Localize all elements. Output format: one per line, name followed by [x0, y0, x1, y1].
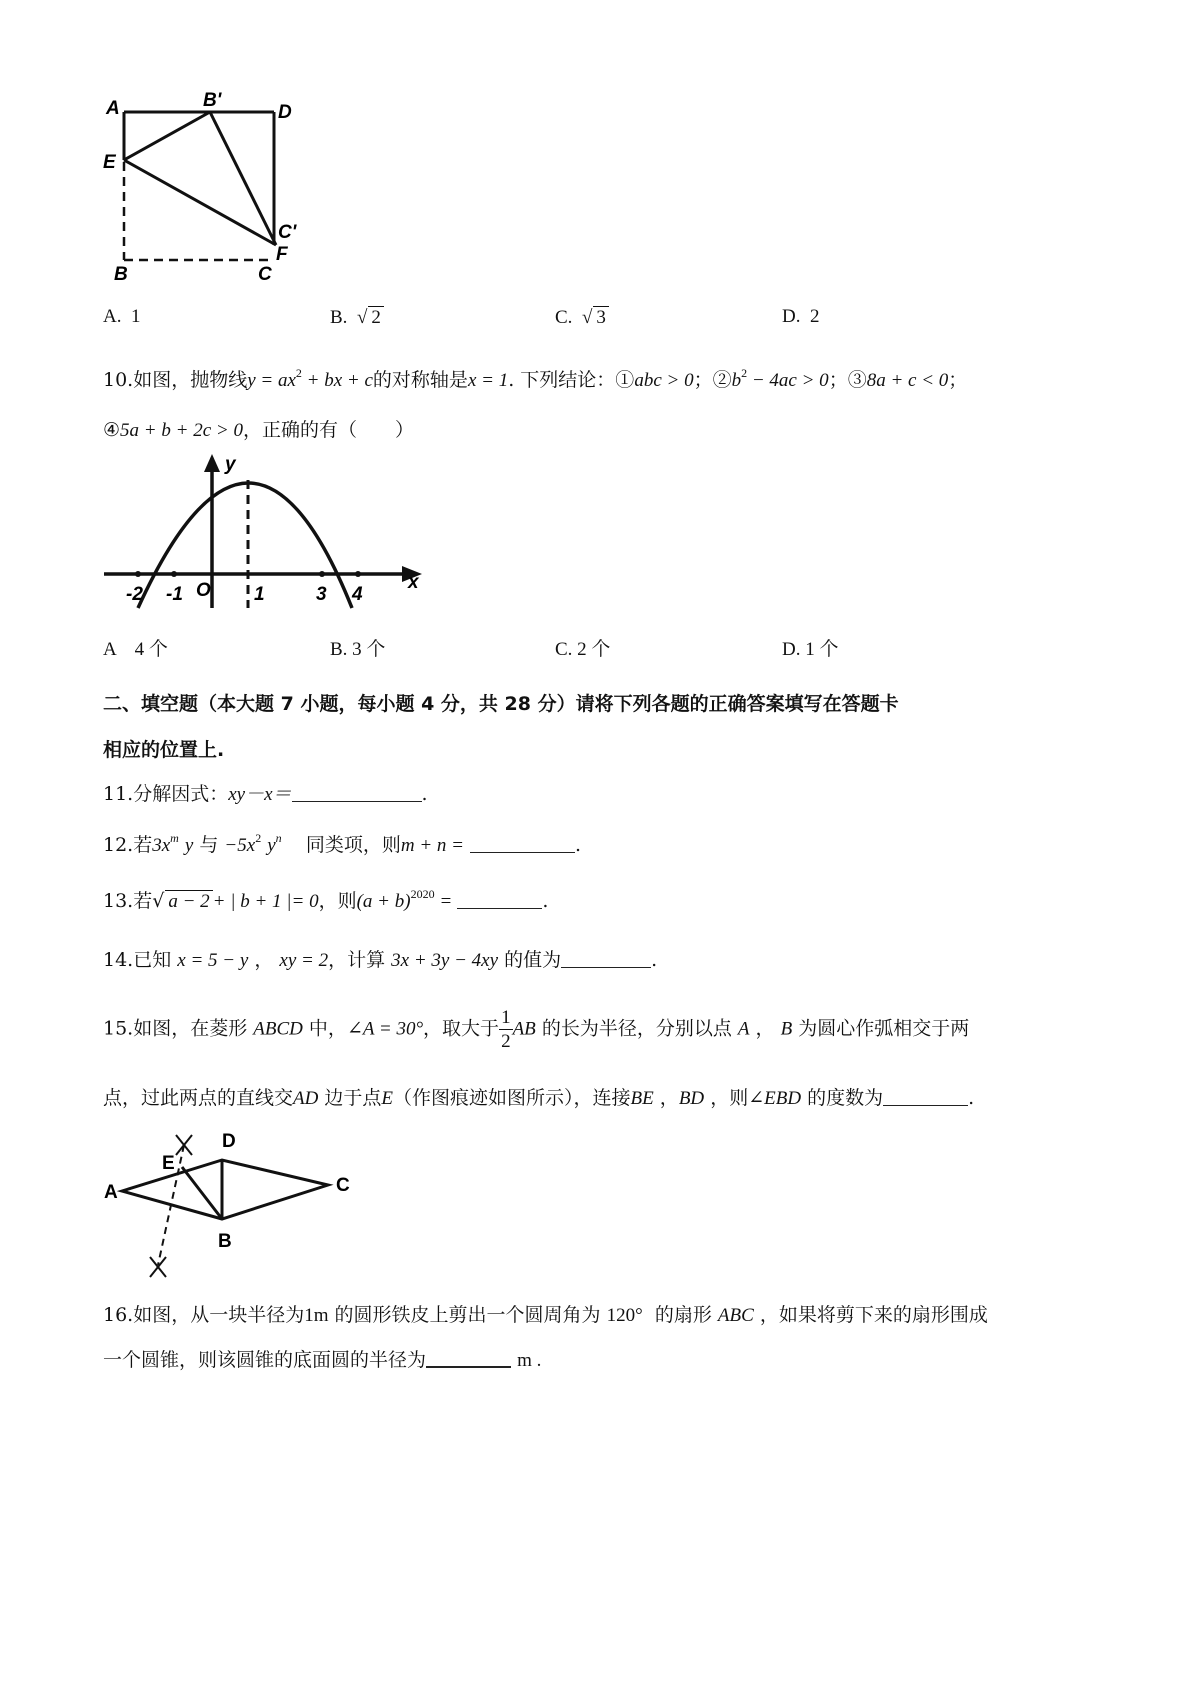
question-15-line2: 点，过此两点的直线交AD 边于点E（作图痕迹如图所示），连接BE ，BD ，则∠EBD 的度数为 . [103, 1087, 975, 1109]
label-C: C [258, 264, 272, 285]
answer-blank-14[interactable] [561, 949, 651, 968]
question-11: 11.分解因式：xy－x＝ . [103, 783, 428, 805]
option-9d[interactable] [782, 306, 819, 328]
option-letter: B. [330, 307, 348, 328]
fraction-one-half: $\frac{1}{2}$ [501, 1007, 511, 1052]
option-10c[interactable]: C. 2 个 [555, 639, 611, 660]
option-9b[interactable] [330, 306, 384, 329]
option-10b[interactable]: B. 3 个 [330, 639, 386, 660]
label-D: D [222, 1131, 236, 1152]
tick-label: -2 [126, 584, 143, 605]
answer-blank-12[interactable] [470, 834, 575, 853]
y-axis-arrow-icon [204, 454, 220, 472]
option-letter: C. [555, 307, 573, 328]
tick-label: 4 [352, 584, 363, 605]
x-axis-label: x [408, 572, 419, 593]
option-value: 2 [368, 306, 384, 329]
origin-label: O [196, 580, 211, 601]
label-A: A [104, 1182, 118, 1203]
option-value: 2 [809, 306, 820, 327]
tick-label: 3 [316, 584, 327, 605]
option-letter: D. [782, 306, 801, 327]
label-A: A [106, 98, 120, 119]
question-13: 13.若√ a − 2 + | b + 1 |= 0，则$(a + b)^{2020}$ = . [103, 887, 549, 912]
figure-q15-rhombus [100, 1125, 370, 1290]
answer-blank-15[interactable] [883, 1087, 968, 1106]
question-10-line2: ④5a + b + 2c > 0，正确的有（ ） [103, 419, 414, 441]
y-axis-label: y [225, 454, 236, 475]
tick-label: 1 [254, 584, 265, 605]
question-12: 12.若$3x^m$ y 与 $-5x^2$ $y^n$ 同类项，则m + n = . [103, 831, 582, 856]
answer-blank-16[interactable] [426, 1348, 511, 1368]
sqrt-sign: √ [356, 307, 368, 328]
answer-blank-11[interactable] [292, 783, 422, 802]
section-2-heading-line1: 二、填空题（本大题 7 小题，每小题 4 分，共 28 分）请将下列各题的正确答案填写在答题卡 [103, 693, 899, 715]
option-9a[interactable] [103, 306, 140, 328]
figure-q9-fold-diagram [100, 90, 340, 300]
label-B: B [218, 1231, 232, 1252]
sqrt-sign: √ [152, 890, 165, 912]
label-E: E [103, 152, 116, 173]
label-E: E [162, 1153, 175, 1174]
option-10a[interactable]: A 4 个 [103, 639, 168, 660]
option-10d[interactable]: D. 1 个 [782, 639, 839, 660]
arc-mark-icon [176, 1135, 192, 1155]
question-10-line1: 10.如图，抛物线$y = ax^2$ + bx + c的对称轴是x = 1. 下列结论：①abc > 0；$②b^2 - 4ac > 0$；③8a + c < 0； [103, 366, 968, 391]
label-B: B [114, 264, 128, 285]
question-14: 14.已知 x = 5 − y ， xy = 2，计算 3x + 3y − 4xy 的值为 . [103, 949, 658, 971]
option-9c[interactable] [555, 306, 609, 329]
figure-q10-parabola [100, 448, 440, 618]
sqrt-sign: √ [581, 307, 593, 328]
answer-blank-13[interactable] [457, 890, 542, 909]
label-C: C [336, 1175, 350, 1196]
option-value: 1 [130, 306, 141, 327]
question-16-line1: 16.如图，从一块半径为1m 的圆形铁皮上剪出一个圆周角为 120° 的扇形 ABC ，如果将剪下来的扇形围成 [103, 1304, 988, 1326]
question-16-line2: 一个圆锥，则该圆锥的底面圆的半径为 m . [103, 1349, 542, 1371]
question-15-line1: 15.如图，在菱形 ABCD 中，∠A = 30°，取大于 $\frac{1}{2}$ AB 的长为半径，分别以点 A ， B 为圆心作弧相交于两 [103, 1007, 970, 1052]
section-2-heading-line2: 相应的位置上. [103, 739, 225, 761]
label-F: F [276, 244, 288, 265]
label-C-prime: C' [278, 222, 297, 243]
option-letter: A. [103, 306, 122, 327]
label-B-prime: B' [203, 90, 222, 111]
option-value: 3 [593, 306, 609, 329]
label-D: D [278, 102, 292, 123]
arc-mark-icon [150, 1257, 166, 1277]
tick-label: -1 [166, 584, 183, 605]
